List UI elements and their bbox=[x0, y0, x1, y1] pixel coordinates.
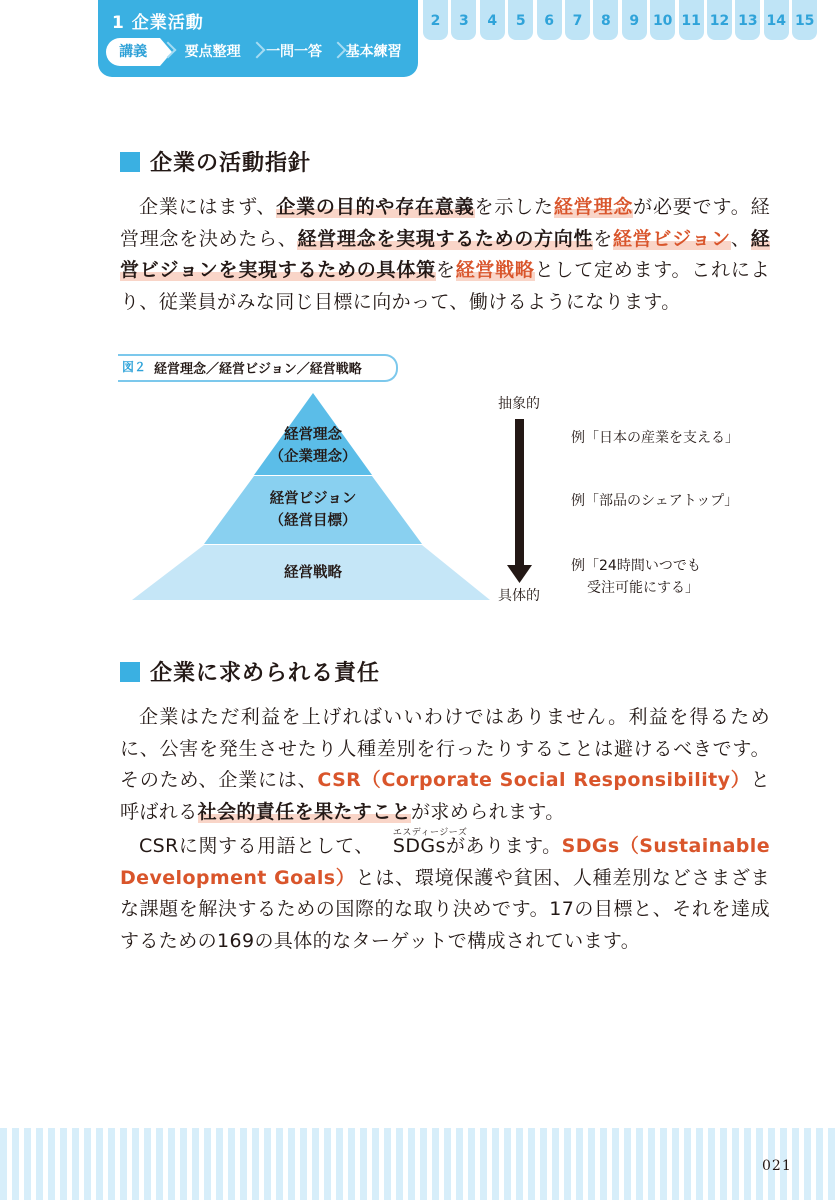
key-term: 経営ビジョン bbox=[612, 227, 731, 250]
example-vision: 例「部品のシェアトップ」 bbox=[571, 493, 739, 509]
chapter-tab-14[interactable]: 14 bbox=[764, 0, 789, 40]
example-philosophy: 例「日本の産業を支える」 bbox=[571, 430, 739, 446]
chapter-tab-4[interactable]: 4 bbox=[480, 0, 505, 40]
section2-paragraph-1 bbox=[120, 702, 770, 828]
chapter-title bbox=[112, 8, 204, 33]
text-run: が求められます。 bbox=[411, 800, 565, 823]
key-term: 経営理念 bbox=[553, 196, 634, 218]
text-run: 、 bbox=[730, 227, 751, 250]
text-run: を示した bbox=[474, 196, 554, 218]
section-heading-text: 企業に求められる責任 bbox=[150, 661, 381, 686]
text-run: 企業にはまず、 bbox=[139, 196, 277, 218]
section-nav bbox=[106, 38, 408, 66]
key-term: SDGs（Sustainable Development Goals） bbox=[120, 835, 770, 889]
footer-stripes bbox=[0, 1128, 839, 1200]
nav-lecture[interactable]: 講義 bbox=[106, 38, 160, 66]
figure-title: 経営理念／経営ビジョン／経営戦略 bbox=[154, 362, 362, 377]
axis-label-concrete: 具体的 bbox=[498, 588, 540, 604]
text-run: が必要です。経営理念を決めたら、 bbox=[120, 196, 770, 250]
sdgs-term: SDGs bbox=[392, 835, 446, 857]
chapter-tab-5[interactable]: 5 bbox=[508, 0, 533, 40]
chapter-title-text: 企業活動 bbox=[131, 13, 204, 33]
chapter-tab-10[interactable]: 10 bbox=[650, 0, 675, 40]
tier-label-top: 経営理念 （企業理念） bbox=[269, 427, 357, 465]
section1-paragraph bbox=[120, 192, 770, 318]
section-heading-2 bbox=[120, 656, 380, 687]
highlighted-phrase: 経営ビジョンを実現するための具体策 bbox=[120, 227, 770, 281]
highlighted-phrase: 経営理念を実現するための方向性 bbox=[297, 227, 594, 250]
chapter-tab-7[interactable]: 7 bbox=[565, 0, 590, 40]
figure-label bbox=[118, 354, 398, 382]
chapter-tab-8[interactable]: 8 bbox=[593, 0, 618, 40]
tier-label-middle: 経営ビジョン （経営目標） bbox=[269, 491, 357, 529]
figure-number: 図２ bbox=[122, 360, 147, 374]
key-term: 経営戦略 bbox=[455, 259, 535, 281]
chapter-tabs bbox=[423, 0, 819, 40]
key-term: CSR（Corporate Social Responsibility） bbox=[317, 769, 751, 791]
sdgs-ruby-reading: エスディージーズ bbox=[392, 828, 468, 838]
section-heading-text: 企業の活動指針 bbox=[150, 151, 312, 176]
page-number: 021 bbox=[762, 1158, 792, 1174]
sdgs-ruby bbox=[374, 828, 468, 863]
chapter-tab-3[interactable]: 3 bbox=[451, 0, 476, 40]
square-bullet-icon bbox=[120, 152, 140, 172]
chapter-tab-13[interactable]: 13 bbox=[735, 0, 760, 40]
nav-separator bbox=[330, 38, 339, 66]
text-run: と呼ばれる bbox=[120, 769, 771, 823]
tier-label-bottom: 経営戦略 bbox=[284, 565, 342, 581]
nav-qa[interactable]: 一問一答 bbox=[266, 44, 323, 60]
text-run: を bbox=[593, 227, 613, 250]
sdgs-lead: CSRに関する用語として、 bbox=[139, 835, 374, 857]
nav-key-points[interactable]: 要点整理 bbox=[184, 44, 241, 60]
text-run: があります。 bbox=[445, 835, 562, 857]
arrow-down-icon bbox=[507, 565, 532, 583]
chapter-tab-6[interactable]: 6 bbox=[537, 0, 562, 40]
example-strategy: 例「24時間いつでも 受注可能にする」 bbox=[571, 558, 701, 596]
nav-practice[interactable]: 基本練習 bbox=[345, 44, 402, 60]
nav-separator bbox=[160, 38, 176, 66]
text-run: 企業はただ利益を上げればいいわけではありません。利益を得るために、公害を発生させたり人種差別を行ったりすることは避けるべきです。そのため、企業には、 bbox=[120, 706, 770, 791]
section2-paragraph-2 bbox=[120, 828, 771, 957]
axis-label-abstract: 抽象的 bbox=[498, 396, 540, 412]
chapter-tab-11[interactable]: 11 bbox=[679, 0, 704, 40]
chapter-tab-15[interactable]: 15 bbox=[792, 0, 817, 40]
section-heading-1 bbox=[120, 146, 311, 177]
text-run: として定めます。これにより、従業員がみな同じ目標に向かって、働けるようになります。 bbox=[120, 259, 770, 313]
chapter-tab-2[interactable]: 2 bbox=[423, 0, 448, 40]
nav-separator bbox=[249, 38, 258, 66]
chapter-number: 1 bbox=[112, 13, 125, 33]
chapter-tab-9[interactable]: 9 bbox=[622, 0, 647, 40]
arrow-shaft bbox=[515, 419, 524, 567]
highlighted-phrase: 社会的責任を果たすこと bbox=[197, 800, 412, 823]
text-run: を bbox=[435, 259, 456, 281]
highlighted-phrase: 企業の目的や存在意義 bbox=[276, 196, 475, 218]
text-run: とは、環境保護や貧困、人種差別などさまざまな課題を解決するための国際的な取り決めです。17の目標と、それを達成するための169の具体的なターゲットで構成されています。 bbox=[120, 866, 771, 952]
square-bullet-icon bbox=[120, 662, 140, 682]
chapter-tab-12[interactable]: 12 bbox=[707, 0, 732, 40]
